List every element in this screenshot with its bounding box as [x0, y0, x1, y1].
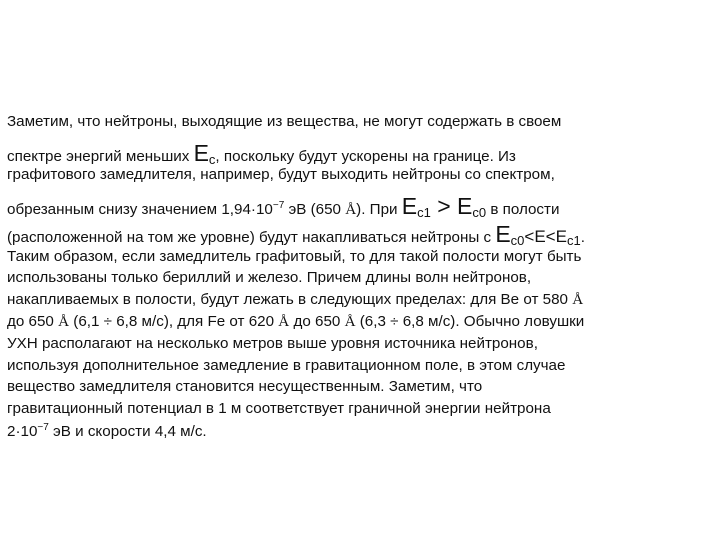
text-line-10 — [7, 335, 538, 352]
comparison-symbol: > — [430, 193, 458, 219]
text-span: (6,3 ÷ 6,8 м/с). Обычно ловушки — [355, 313, 585, 330]
text-span: накапливаемых в полости, будут лежать в следующих пределах: для Be от 580 — [7, 291, 573, 308]
subscript: с0 — [510, 233, 525, 248]
text-span: до 650 — [289, 313, 345, 330]
text-line-8 — [7, 291, 583, 309]
angstrom-symbol: Å — [345, 201, 357, 218]
subscript: с0 — [472, 205, 487, 220]
text-span: эВ (650 — [284, 201, 346, 218]
text-span: УХН располагают на несколько метров выше уровня источника нейтронов, — [7, 335, 538, 352]
text-line-13 — [7, 400, 551, 417]
subscript: с — [208, 152, 216, 167]
text-span: . — [580, 229, 585, 246]
superscript: −7 — [272, 200, 285, 211]
subscript: с1 — [417, 205, 431, 220]
text-span: гравитационный потенциал в 1 м соответствует граничной энергии нейтрона — [7, 400, 551, 417]
text-line-14 — [7, 422, 207, 440]
text-span: до 650 — [7, 313, 59, 330]
text-span: используя дополнительное замедление в гравитационном поле, в этом случае — [7, 357, 566, 374]
text-span: (6,1 ÷ 6,8 м/с), для Fe от 620 — [69, 313, 279, 330]
text-line-12 — [7, 378, 482, 395]
text-line-11 — [7, 357, 565, 374]
text-span: использованы только бериллий и железо. Причем длины волн нейтронов, — [7, 269, 532, 286]
text-line-9 — [7, 313, 584, 331]
text-span: спектре энергий меньших — [7, 148, 194, 165]
energy-symbol: E — [193, 140, 209, 166]
energy-symbol: E — [401, 193, 418, 219]
text-line-6 — [7, 248, 581, 265]
text-span: Заметим, что нейтроны, выходящие из вещества, не могут содержать в своем — [7, 113, 562, 130]
text-span: обрезанным снизу значением 1,94·10 — [7, 201, 273, 218]
energy-symbol: E — [495, 221, 511, 247]
text-line-3 — [7, 166, 555, 183]
inequality-text: <E<E — [524, 227, 567, 246]
text-span: , поскольку будут ускорены на границе. Из — [215, 148, 516, 165]
text-span: Таким образом, если замедлитель графитовый, то для такой полости могут быть — [7, 248, 582, 265]
text-span: графитового замедлителя, например, будут выходить нейтроны со спектром, — [7, 166, 555, 183]
text-span: вещество замедлителя становится несущественным. Заметим, что — [7, 378, 483, 395]
text-span: в полости — [486, 201, 560, 218]
angstrom-symbol: Å — [58, 313, 70, 330]
text-line-1 — [7, 113, 561, 130]
text-line-2 — [7, 140, 516, 167]
angstrom-symbol: Å — [278, 313, 290, 330]
text-span: эВ и скорости 4,4 м/с. — [48, 423, 207, 440]
text-line-4 — [7, 193, 559, 220]
text-span: (расположенной на том же уровне) будут накапливаться нейтроны с — [7, 229, 496, 246]
superscript: −7 — [37, 422, 49, 433]
text-span: ). При — [356, 201, 402, 218]
text-span: 2·10 — [7, 423, 38, 440]
energy-symbol: E — [457, 193, 473, 219]
angstrom-symbol: Å — [572, 291, 584, 308]
text-line-5 — [7, 221, 585, 248]
text-line-7 — [7, 269, 531, 286]
angstrom-symbol: Å — [344, 313, 356, 330]
subscript: с1 — [566, 233, 581, 248]
